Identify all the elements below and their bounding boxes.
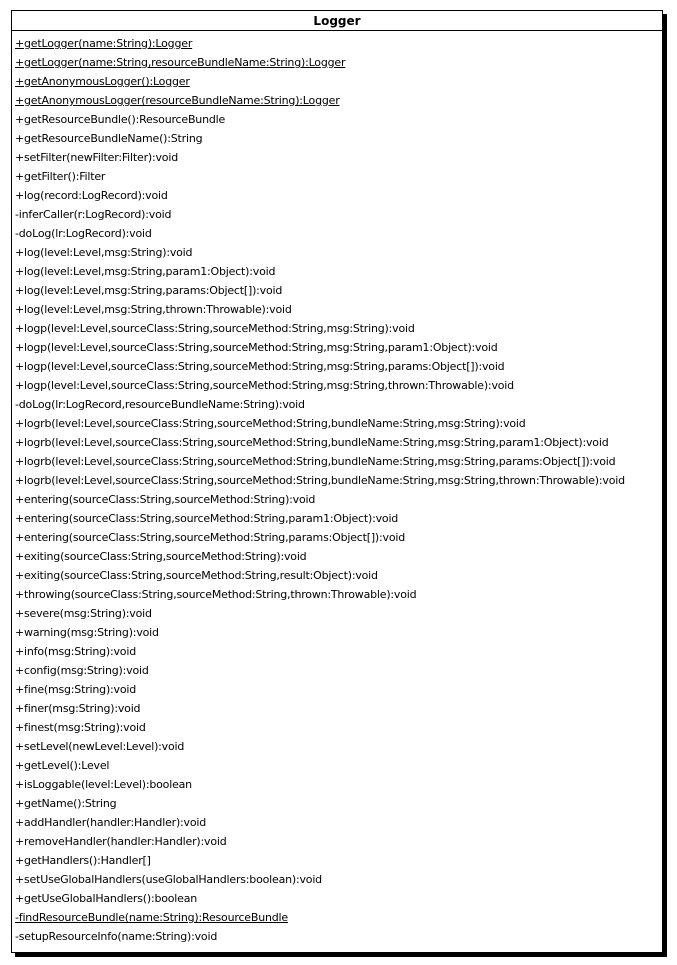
method-row: +logrb(level:Level,sourceClass:String,sourceMethod:String,bundleName:String,msg:String,param1:Object):void (15, 436, 609, 449)
method-row: +logp(level:Level,sourceClass:String,sourceMethod:String,msg:String):void (15, 322, 415, 335)
method-row: -doLog(lr:LogRecord):void (15, 227, 152, 240)
method-row: +setUseGlobalHandlers(useGlobalHandlers:boolean):void (15, 873, 322, 886)
method-row: +logp(level:Level,sourceClass:String,sourceMethod:String,msg:String,params:Object[]):void (15, 360, 505, 373)
method-row: +log(record:LogRecord):void (15, 189, 168, 202)
method-row: +entering(sourceClass:String,sourceMethod:String,param1:Object):void (15, 512, 399, 525)
method-row: +logp(level:Level,sourceClass:String,sourceMethod:String,msg:String,thrown:Throwable):void (15, 379, 514, 392)
method-row: +getAnonymousLogger(resourceBundleName:String):Logger (15, 94, 340, 107)
method-row: -findResourceBundle(name:String):ResourceBundle (15, 911, 288, 924)
method-row: +log(level:Level,msg:String):void (15, 246, 193, 259)
method-row: +config(msg:String):void (15, 664, 149, 677)
method-row: +throwing(sourceClass:String,sourceMethod:String,thrown:Throwable):void (15, 588, 417, 601)
method-row: +logrb(level:Level,sourceClass:String,sourceMethod:String,bundleName:String,msg:String,params:Object[]):void (15, 455, 616, 468)
method-row: +finer(msg:String):void (15, 702, 141, 715)
method-row: +log(level:Level,msg:String,params:Object[]):void (15, 284, 283, 297)
method-row: +entering(sourceClass:String,sourceMethod:String,params:Object[]):void (15, 531, 405, 544)
method-row: +getLogger(name:String):Logger (15, 37, 193, 50)
method-row: +logrb(level:Level,sourceClass:String,sourceMethod:String,bundleName:String,msg:String,thrown:Throwable):void (15, 474, 625, 487)
method-row: +getResourceBundleName():String (15, 132, 203, 145)
method-row: +getResourceBundle():ResourceBundle (15, 113, 226, 126)
method-row: +setFilter(newFilter:Filter):void (15, 151, 178, 164)
method-row: +getLogger(name:String,resourceBundleName:String):Logger (15, 56, 346, 69)
method-row: +getLevel():Level (15, 759, 110, 772)
method-row: +logrb(level:Level,sourceClass:String,sourceMethod:String,bundleName:String,msg:String):void (15, 417, 526, 430)
method-row: +entering(sourceClass:String,sourceMethod:String):void (15, 493, 316, 506)
method-row: +getUseGlobalHandlers():boolean (15, 892, 198, 905)
method-compartment (12, 31, 662, 946)
method-row: -doLog(lr:LogRecord,resourceBundleName:String):void (15, 398, 305, 411)
method-row: +getAnonymousLogger():Logger (15, 75, 190, 88)
method-row: +getFilter():Filter (15, 170, 106, 183)
method-row: +setLevel(newLevel:Level):void (15, 740, 185, 753)
method-row: -setupResourceInfo(name:String):void (15, 930, 218, 943)
method-row: +log(level:Level,msg:String,param1:Object):void (15, 265, 276, 278)
uml-class-box (11, 10, 663, 953)
method-row: +addHandler(handler:Handler):void (15, 816, 207, 829)
method-row: +fine(msg:String):void (15, 683, 137, 696)
method-row: +isLoggable(level:Level):boolean (15, 778, 192, 791)
method-row: +warning(msg:String):void (15, 626, 159, 639)
method-row: +exiting(sourceClass:String,sourceMethod:String,result:Object):void (15, 569, 378, 582)
method-row: +removeHandler(handler:Handler):void (15, 835, 227, 848)
method-row: +severe(msg:String):void (15, 607, 152, 620)
method-row: +log(level:Level,msg:String,thrown:Throwable):void (15, 303, 292, 316)
method-row: +getHandlers():Handler[] (15, 854, 151, 867)
method-row: +finest(msg:String):void (15, 721, 146, 734)
method-row: +logp(level:Level,sourceClass:String,sourceMethod:String,msg:String,param1:Object):void (15, 341, 498, 354)
method-row: +getName():String (15, 797, 117, 810)
class-name: Logger (12, 11, 662, 31)
method-row: -inferCaller(r:LogRecord):void (15, 208, 172, 221)
method-row: +info(msg:String):void (15, 645, 136, 658)
method-row: +exiting(sourceClass:String,sourceMethod:String):void (15, 550, 307, 563)
